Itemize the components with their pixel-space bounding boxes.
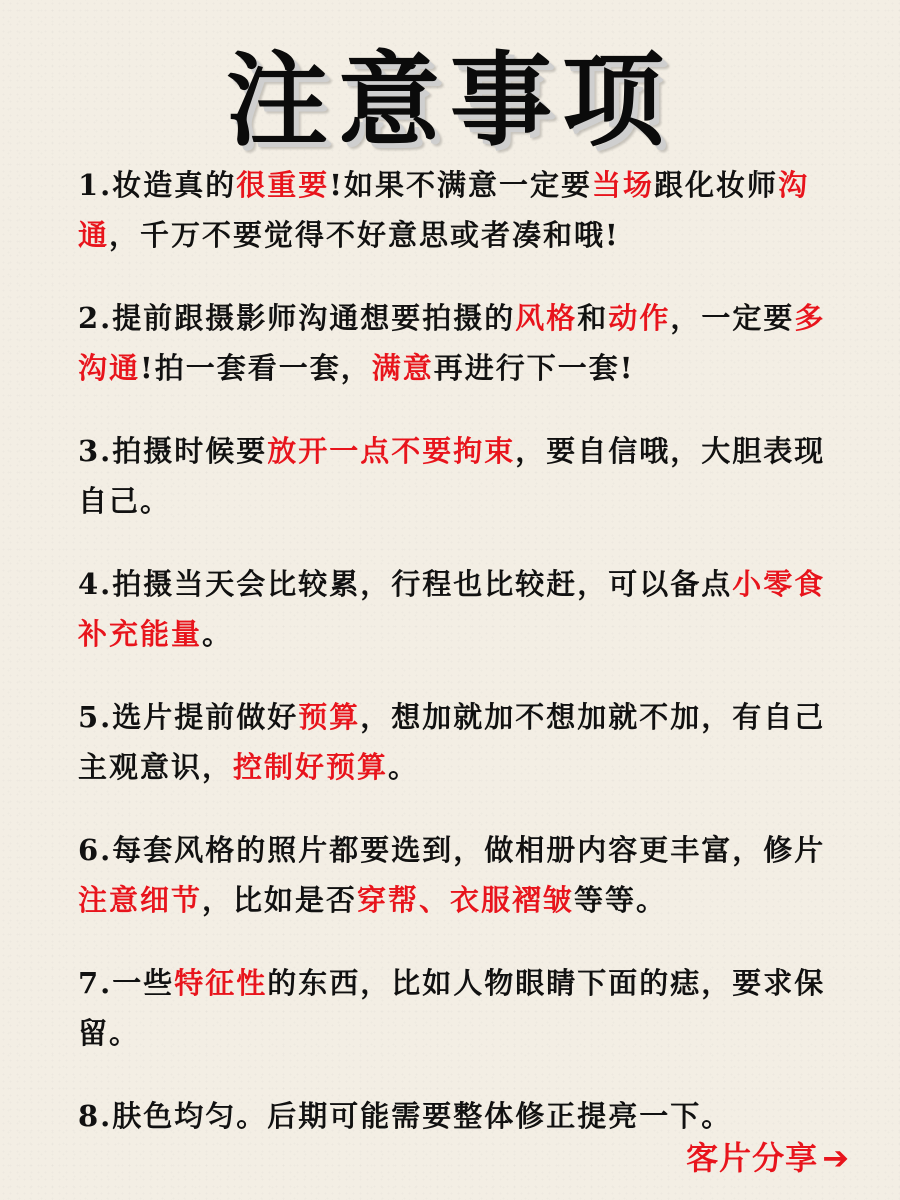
note-item (78, 692, 828, 792)
note-item (78, 1091, 828, 1141)
highlight-text: 预算 (298, 700, 361, 734)
highlight-text: 控制好预算 (233, 750, 389, 784)
note-text: 。 (202, 617, 234, 651)
note-text: 1.妆造真的 (78, 168, 237, 202)
highlight-text: 小零食补充能量 (78, 567, 826, 651)
highlight-text: 特征性 (174, 966, 268, 1000)
highlight-text: 很重要 (236, 168, 330, 202)
share-label[interactable]: 客片分享 (686, 1139, 819, 1177)
note-text: 7.一些 (78, 966, 175, 1000)
note-item (78, 160, 828, 260)
note-text: 的东西，比如人物眼睛下面的痣，要求保留。 (78, 966, 826, 1050)
arrow-right-icon: ➔ (822, 1139, 850, 1177)
note-text: ，想加就加不想加就不加，有自己主观意识， (78, 700, 826, 784)
note-text: ，千万不要觉得不好意思或者凑和哦! (109, 218, 620, 252)
note-text: 。 (388, 750, 420, 784)
note-text: ，比如是否 (202, 883, 358, 917)
share-footer[interactable] (686, 1138, 850, 1178)
note-item (78, 293, 828, 393)
note-item (78, 559, 828, 659)
note-text: 4.拍摄当天会比较累，行程也比较赶，可以备点 (78, 567, 733, 601)
note-item (78, 825, 828, 925)
page-title: 注意事项 (226, 42, 674, 161)
highlight-text: 风格 (515, 301, 578, 335)
note-text: 5.选片提前做好 (78, 700, 299, 734)
note-text: 再进行下一套! (433, 351, 635, 385)
note-text: 3.拍摄时候要 (78, 434, 268, 468)
highlight-text: 沟通 (78, 168, 810, 252)
note-text: !如果不满意一定要 (329, 168, 593, 202)
note-text: 等等。 (574, 883, 668, 917)
note-text: ，一定要 (670, 301, 795, 335)
note-text: 8.肤色均匀。后期可能需要整体修正提亮一下。 (78, 1099, 733, 1133)
highlight-text: 注意细节 (78, 883, 203, 917)
highlight-text: 放开一点不要拘束 (267, 434, 516, 468)
highlight-text: 当场 (592, 168, 655, 202)
note-item (78, 958, 828, 1058)
note-text: 和 (577, 301, 609, 335)
note-text: ，要自信哦，大胆表现自己。 (78, 434, 826, 518)
note-text: 2.提前跟摄影师沟通想要拍摄的 (78, 301, 516, 335)
note-text: 6.每套风格的照片都要选到，做相册内容更丰富，修片 (78, 833, 826, 867)
notes-list (78, 160, 828, 1174)
note-text: 跟化妆师 (654, 168, 779, 202)
highlight-text: 动作 (608, 301, 671, 335)
highlight-text: 穿帮、衣服褶皱 (357, 883, 575, 917)
note-text: !拍一套看一套， (140, 351, 372, 385)
highlight-text: 多沟通 (78, 301, 826, 385)
note-item (78, 426, 828, 526)
highlight-text: 满意 (371, 351, 434, 385)
